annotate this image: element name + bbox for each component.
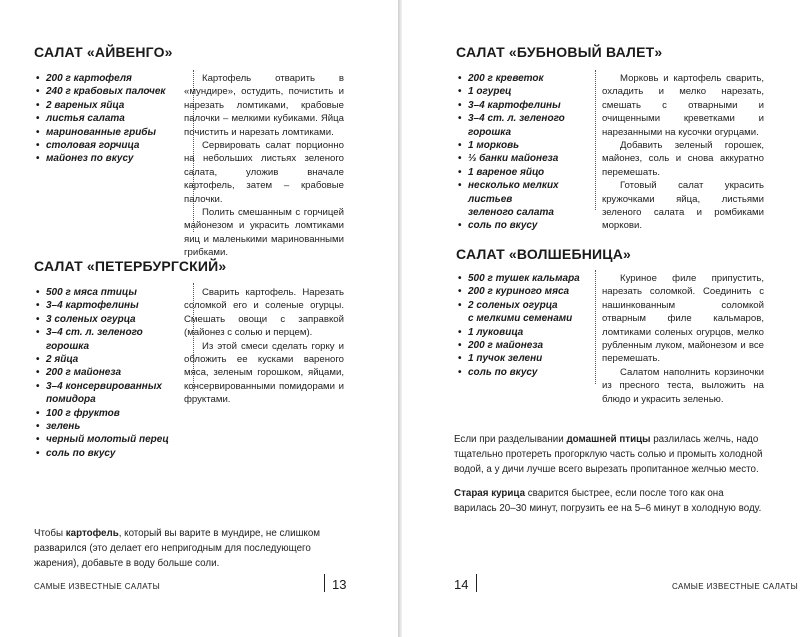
bullet-icon: • [458, 273, 462, 284]
ingredient-item [458, 72, 598, 85]
ingredient-text: 200 г картофеля [46, 73, 132, 84]
ingredient-item [458, 126, 598, 139]
method-paragraph: Сервировать салат порционно на небольших листьях зеленого салата, уложив вначале картофель, затем – крабовые палочки. [184, 140, 344, 205]
ingredient-text: 1 морковь [468, 140, 520, 152]
ingredient-text: ⅓ банки майонеза [468, 153, 559, 165]
ingredient-item [36, 313, 188, 326]
dotted-divider [595, 270, 596, 384]
recipe-method [184, 286, 344, 407]
ingredient-item [36, 139, 188, 152]
ingredients-list [36, 72, 188, 166]
recipe-method [184, 72, 344, 260]
ingredient-item [458, 206, 598, 219]
bullet-icon: • [36, 380, 40, 392]
ingredient-item [458, 179, 598, 206]
bullet-icon: • [458, 220, 462, 232]
recipe-title: САЛАТ «ПЕТЕРБУРГСКИЙ» [34, 258, 227, 274]
tip-note [34, 526, 346, 572]
bullet-icon: • [36, 300, 40, 312]
ingredients-list [36, 286, 188, 460]
ingredient-text: столовая горчица [46, 140, 140, 152]
ingredient-text: 3–4 ст. л. зеленого [46, 327, 143, 339]
tip-keyword: Старая курица [454, 488, 526, 499]
method-paragraph: Готовый салат украсить кружочками яйца, листьями зеленого салата и ромбиками моркови. [602, 180, 764, 232]
method-paragraph: Из этой смеси сделать горку и обложить ее кусками вареного мяса, зеленым горошком, яйцами, консервированными помидорами и фруктами. [184, 340, 344, 406]
recipe-title: САЛАТ «БУБНОВЫЙ ВАЛЕТ» [456, 44, 663, 60]
dotted-divider [595, 70, 596, 210]
ingredients-list [458, 72, 598, 233]
bullet-icon: • [458, 73, 462, 84]
ingredient-text: 1 луковица [468, 326, 524, 338]
ingredient-item [36, 112, 188, 125]
running-footer: САМЫЕ ИЗВЕСТНЫЕ САЛАТЫ [672, 582, 799, 591]
ingredient-item [458, 326, 598, 339]
folio-rule [476, 574, 477, 592]
method-paragraph: Добавить зеленый горошек, майонез, соль и снова аккуратно перемешать. [602, 140, 764, 178]
bullet-icon: • [36, 313, 40, 325]
ingredient-text: листья салата [46, 113, 125, 125]
tip-text: , который вы варите в мундире, не слишком разварился (это делает его непригодным для последующего жарения), добавьте в воду больше соли. [34, 528, 321, 570]
bullet-icon: • [458, 166, 462, 178]
ingredient-text: черный молотый перец [46, 434, 169, 446]
bullet-icon: • [458, 180, 462, 192]
ingredient-item [36, 326, 188, 339]
folio-rule [324, 574, 325, 592]
bullet-icon: • [458, 140, 462, 152]
ingredient-item [458, 99, 598, 112]
bullet-icon: • [458, 99, 462, 111]
ingredient-item [458, 312, 598, 325]
bullet-icon: • [458, 326, 462, 338]
bullet-icon: • [36, 153, 40, 165]
ingredient-text: 2 соленых огурца [468, 299, 558, 311]
ingredient-text: 200 г куриного мяса [468, 286, 570, 298]
ingredient-item [458, 85, 598, 98]
ingredient-text: 1 огурец [468, 86, 512, 98]
ingredient-item [458, 152, 598, 165]
ingredient-text: 3–4 картофелины [468, 99, 561, 111]
ingredient-text: помидора [46, 394, 96, 406]
tip-keyword: картофель [65, 528, 119, 539]
method-paragraph: Сварить картофель. Нарезать соломкой его и соленые огурцы. Смешать овощи с заправкой (майонез с солью и перцем). [184, 287, 344, 339]
ingredient-text: 3–4 картофелины [46, 300, 139, 312]
ingredient-item [36, 447, 188, 460]
ingredient-text: несколько мелких листьев [468, 180, 559, 205]
recipe-title: САЛАТ «АЙВЕНГО» [34, 44, 173, 60]
ingredient-item [36, 433, 188, 446]
ingredient-item [458, 352, 598, 365]
ingredient-text: 240 г крабовых палочек [46, 86, 166, 98]
tip-text: Если при разделывании [454, 434, 567, 445]
running-footer: САМЫЕ ИЗВЕСТНЫЕ САЛАТЫ [34, 582, 161, 591]
bullet-icon: • [36, 447, 40, 459]
left-page [0, 0, 398, 637]
method-paragraph: Картофель отварить в «мундире», остудить, почистить и нарезать ломтиками, крабовые палочки – мелкими кубиками. Яйца почистить и нарезать ломтиками. [184, 73, 344, 138]
ingredient-text: маринованные грибы [46, 126, 157, 138]
tip-note [454, 432, 768, 478]
ingredient-item [36, 85, 188, 98]
ingredient-text: 1 пучок зелени [468, 353, 543, 365]
bullet-icon: • [36, 434, 40, 446]
ingredient-text: 2 вареных яйца [46, 99, 125, 111]
ingredient-item [36, 286, 188, 299]
ingredient-text: соль по вкусу [468, 220, 538, 232]
ingredient-text: майонез по вкусу [46, 153, 134, 165]
method-paragraph: Салатом наполнить корзиночки из пресного теста, выложить на блюдо и украсить зеленью. [602, 366, 764, 405]
tip-note [454, 486, 768, 516]
ingredient-item [36, 152, 188, 165]
ingredient-item [36, 393, 188, 406]
ingredient-item [36, 380, 188, 393]
ingredient-item [458, 112, 598, 125]
tip-keyword: домашней птицы [566, 434, 651, 445]
bullet-icon: • [36, 421, 40, 433]
recipe-title: САЛАТ «ВОЛШЕБНИЦА» [456, 246, 631, 262]
bullet-icon: • [36, 140, 40, 152]
right-page [402, 0, 800, 637]
ingredient-item [36, 299, 188, 312]
bullet-icon: • [36, 113, 40, 125]
ingredient-text: 3 соленых огурца [46, 313, 136, 325]
bullet-icon: • [458, 340, 462, 352]
bullet-icon: • [36, 354, 40, 366]
ingredient-item [36, 99, 188, 112]
bullet-icon: • [458, 153, 462, 165]
ingredient-item [458, 219, 598, 232]
ingredient-item [458, 299, 598, 312]
ingredient-item [458, 366, 598, 379]
ingredient-text: 500 г мяса птицы [46, 287, 137, 298]
ingredient-item [36, 126, 188, 139]
bullet-icon: • [458, 299, 462, 311]
ingredient-item [36, 353, 188, 366]
ingredient-text: с мелкими семенами [468, 313, 573, 325]
bullet-icon: • [36, 327, 40, 339]
ingredient-text: зеленого салата [468, 207, 554, 219]
ingredient-item [458, 285, 598, 298]
bullet-icon: • [36, 367, 40, 379]
ingredient-item [36, 72, 188, 85]
ingredient-item [458, 272, 598, 285]
bullet-icon: • [36, 73, 40, 84]
bullet-icon: • [36, 126, 40, 138]
ingredient-text: 1 вареное яйцо [468, 166, 545, 178]
ingredients-list [458, 272, 598, 379]
bullet-icon: • [458, 366, 462, 378]
method-paragraph: Полить смешанным с горчицей майонезом и украсить ломтиками яиц и маленькими маринованными грибками. [184, 207, 344, 259]
bullet-icon: • [36, 99, 40, 111]
ingredient-text: 500 г тушек кальмара [468, 273, 580, 284]
bullet-icon: • [36, 407, 40, 419]
recipe-method [602, 72, 764, 233]
ingredient-item [458, 139, 598, 152]
ingredient-text: соль по вкусу [468, 366, 538, 378]
ingredient-text: 2 яйца [46, 354, 79, 366]
ingredient-text: 100 г фруктов [46, 407, 120, 419]
ingredient-text: 200 г майонеза [46, 367, 122, 379]
ingredient-text: горошка [468, 126, 512, 138]
tip-text: Чтобы [34, 528, 66, 539]
recipe-method [602, 272, 764, 406]
ingredient-item [458, 339, 598, 352]
bullet-icon: • [458, 86, 462, 98]
bullet-icon: • [458, 353, 462, 365]
ingredient-text: соль по вкусу [46, 447, 116, 459]
method-paragraph: Морковь и картофель сварить, охладить и мелко нарезать, смешать с отварными и очищенными креветками и нарезанными на кусочки огурцами. [602, 73, 764, 138]
ingredient-item [36, 420, 188, 433]
ingredient-text: 3–4 консервированных [46, 380, 162, 392]
ingredient-text: 3–4 ст. л. зеленого [468, 113, 565, 125]
page-number: 14 [454, 577, 469, 592]
ingredient-item [458, 166, 598, 179]
bullet-icon: • [458, 113, 462, 125]
method-paragraph: Куриное филе припустить, нарезать соломкой. Соединить с нашинкованным соломкой отварным филе кальмаров, ломтиками соленых огурцов, мелко рубленным луком, майонезом и все перемешать. [602, 273, 764, 365]
ingredient-text: горошка [46, 340, 90, 352]
bullet-icon: • [458, 286, 462, 298]
ingredient-item [36, 366, 188, 379]
bullet-icon: • [36, 287, 40, 298]
ingredient-text: зелень [46, 421, 81, 433]
ingredient-text: 200 г креветок [468, 73, 544, 84]
bullet-icon: • [36, 86, 40, 98]
ingredient-text: 200 г майонеза [468, 340, 544, 352]
tip-text: сварится быстрее, если после того как она варилась 20–30 минут, погрузить ее на 5–6 минут в холодную воду. [454, 488, 762, 515]
page-number: 13 [332, 577, 347, 592]
ingredient-item [36, 340, 188, 353]
tip-text: разлилась желчь, надо тщательно протереть прогорклую часть солью и промыть холодной водой, а у дичи лучше всего вырезать пропитанное желчью место. [454, 434, 763, 476]
ingredient-item [36, 407, 188, 420]
